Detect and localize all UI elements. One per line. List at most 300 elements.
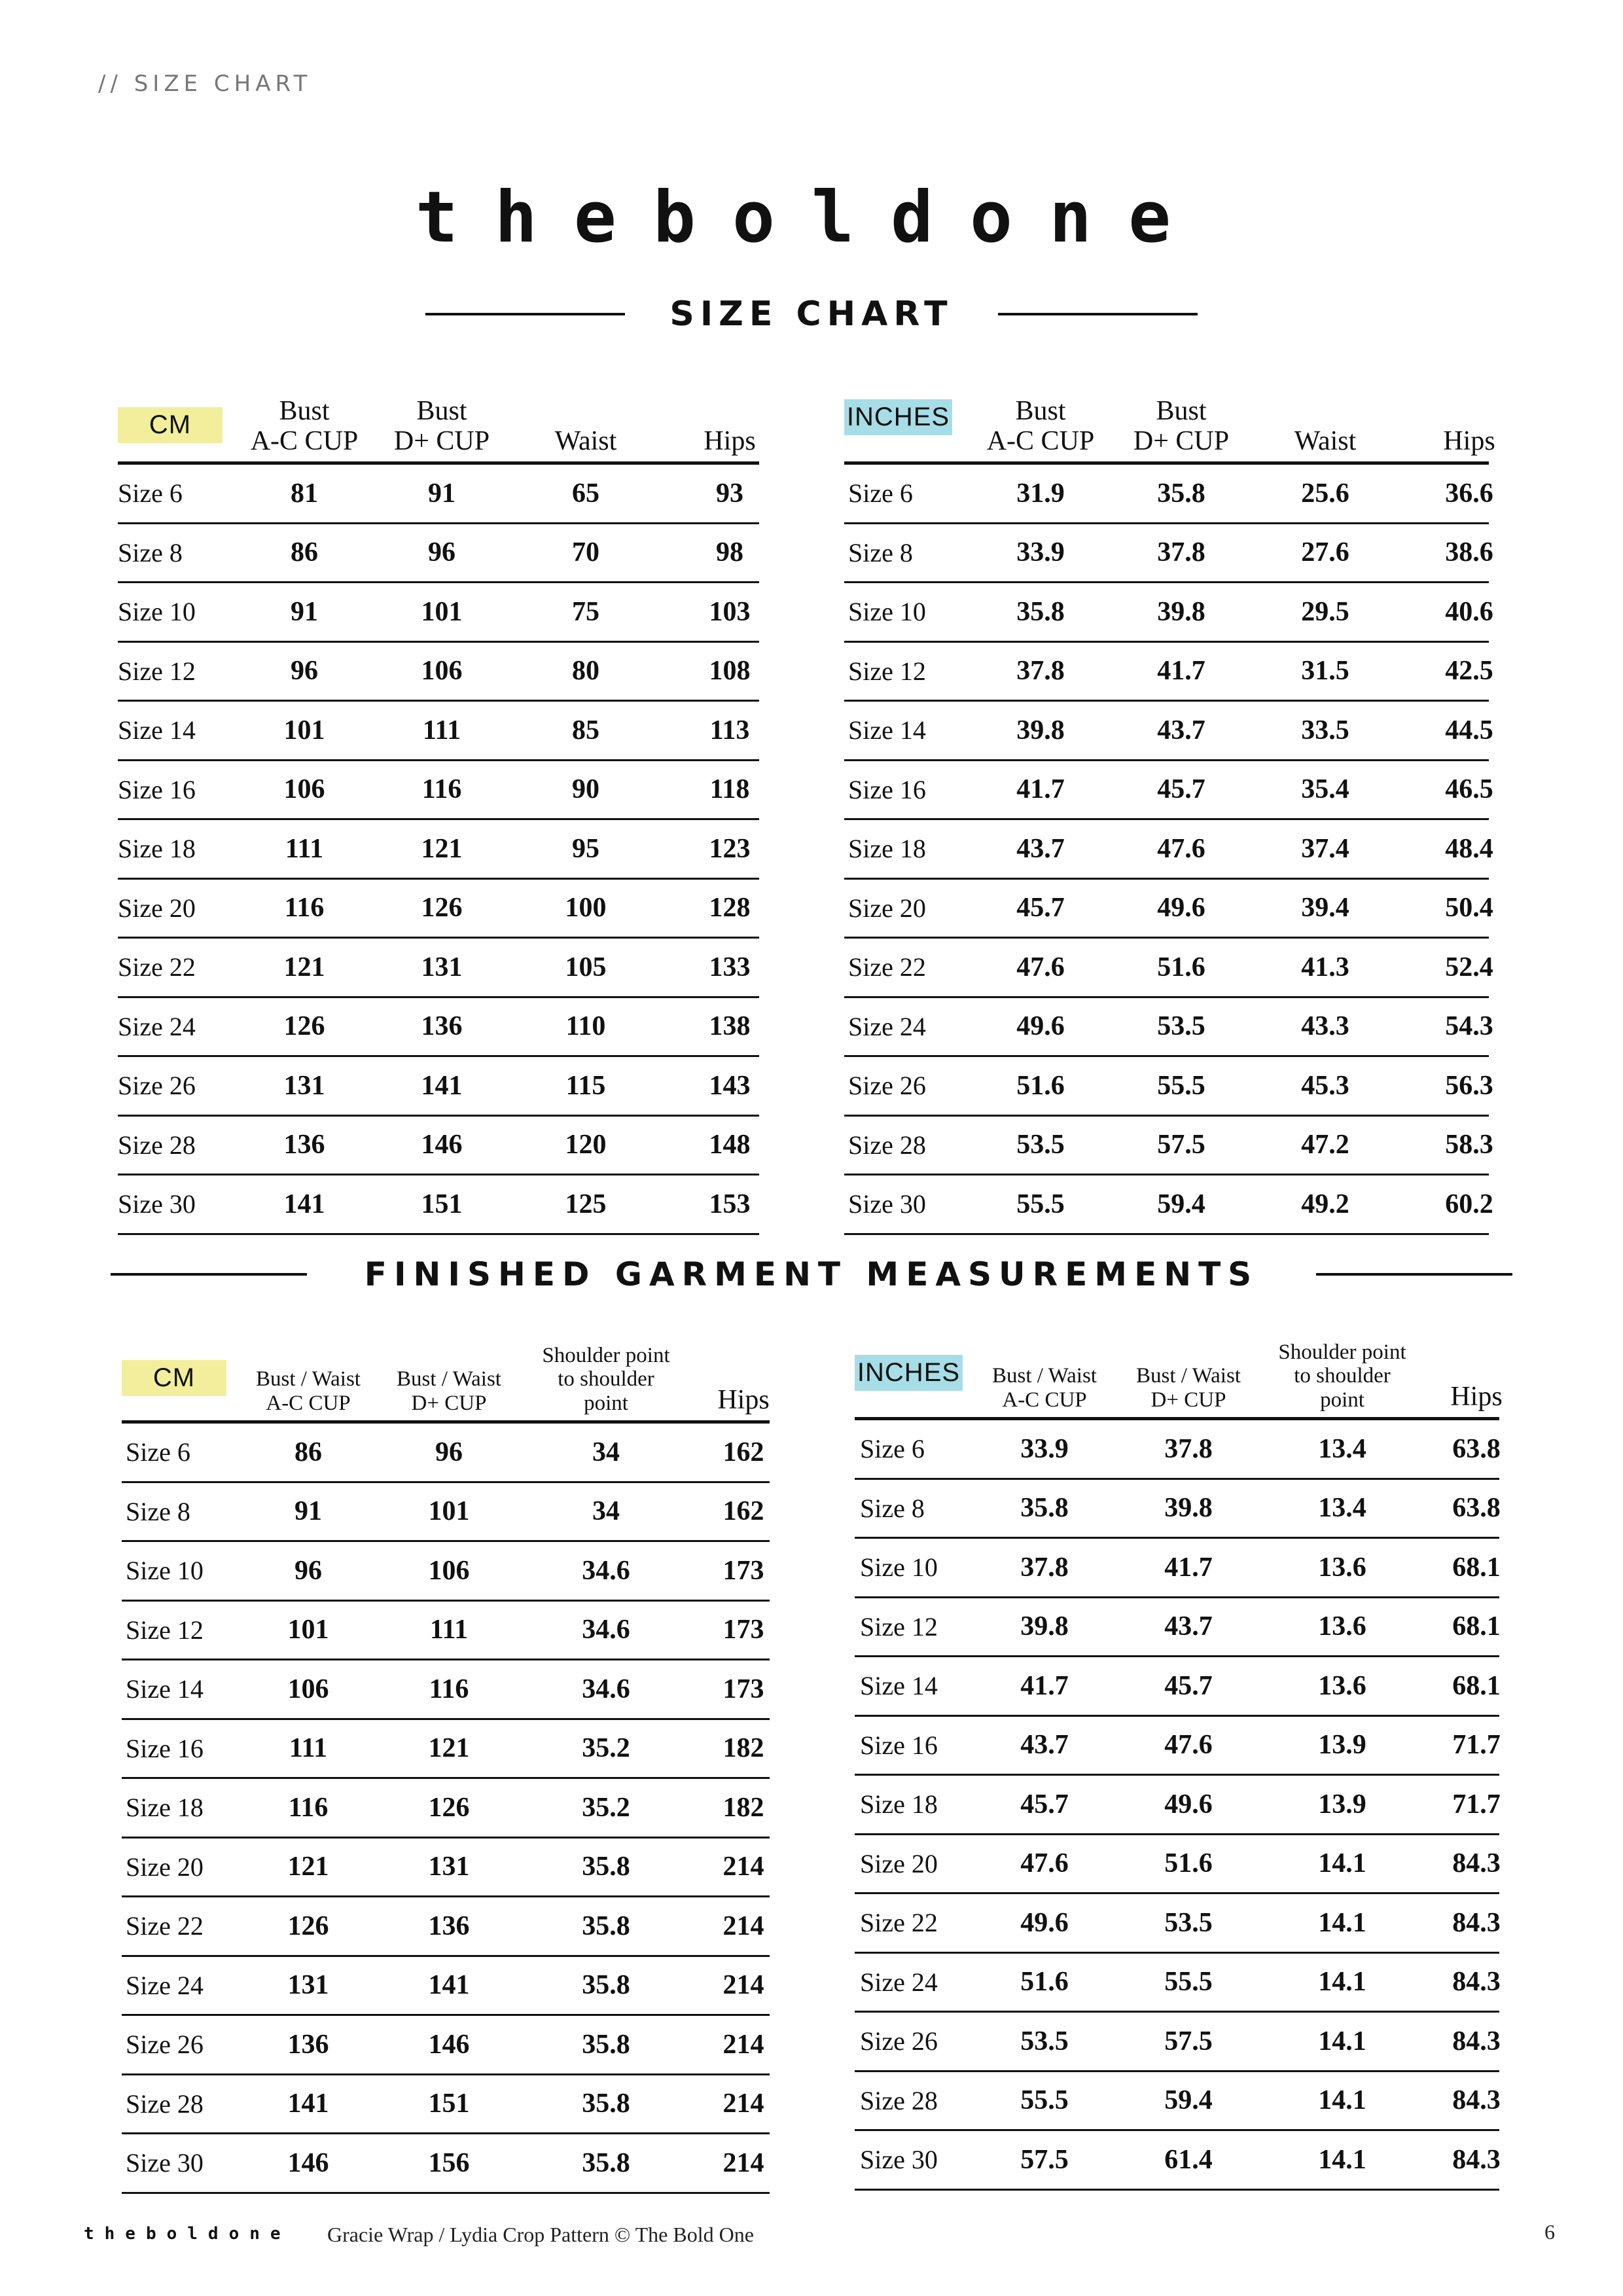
footer-credit: Gracie Wrap / Lydia Crop Pattern © The Bold One [327, 2223, 754, 2246]
measurement-value: 131 [283, 1070, 325, 1101]
finished-garment-inches-table [855, 1340, 1503, 2191]
measurement-value: 121 [287, 1852, 329, 1882]
measurement-value: 101 [287, 1615, 329, 1645]
table-row [118, 998, 759, 1058]
measurement-value: 31.5 [1301, 656, 1349, 687]
size-label: Size 20 [848, 893, 926, 923]
measurement-value: 125 [565, 1189, 607, 1219]
measurement-value: 162 [722, 1437, 764, 1467]
measurement-value: 13.4 [1318, 1493, 1366, 1524]
measurement-value: 214 [722, 1910, 764, 1941]
measurement-value: 63.8 [1452, 1493, 1501, 1524]
measurement-value: 27.6 [1301, 537, 1349, 568]
measurement-value: 146 [421, 1130, 463, 1160]
table-row [844, 1175, 1493, 1235]
measurement-value: 14.1 [1318, 2085, 1366, 2116]
size-label: Size 12 [118, 656, 196, 686]
table-row [855, 1598, 1499, 1658]
size-label: Size 8 [860, 1493, 925, 1523]
measurement-value: 115 [565, 1070, 606, 1101]
unit-badge: INCHES [855, 1355, 963, 1391]
measurement-value: 116 [429, 1674, 469, 1704]
size-label: Size 18 [126, 1793, 204, 1823]
measurement-value: 84.3 [1452, 1848, 1501, 1879]
size-label: Size 30 [848, 1189, 926, 1219]
heading-rule-right [998, 313, 1198, 315]
measurement-value: 55.5 [1157, 1070, 1205, 1101]
measurement-value: 48.4 [1445, 833, 1493, 864]
measurement-value: 96 [435, 1437, 463, 1467]
measurement-value: 126 [283, 1011, 325, 1042]
measurement-value: 54.3 [1445, 1011, 1493, 1042]
measurement-value: 35.8 [1157, 478, 1205, 509]
measurement-value: 51.6 [1020, 1967, 1069, 1998]
measurement-value: 182 [722, 1792, 764, 1823]
measurement-value: 111 [289, 1733, 328, 1764]
table-row [122, 1660, 770, 1720]
measurement-value: 33.9 [1020, 1433, 1069, 1464]
measurement-value: 50.4 [1445, 893, 1493, 924]
measurement-value: 34 [592, 1437, 620, 1467]
measurement-value: 35.8 [1020, 1493, 1069, 1524]
size-chart-inches-table [844, 393, 1495, 1235]
table-row [855, 2131, 1499, 2191]
size-label: Size 8 [848, 537, 913, 567]
size-label: Size 8 [118, 537, 183, 567]
measurement-value: 43.7 [1016, 833, 1065, 864]
measurement-value: 106 [428, 1555, 470, 1586]
measurement-value: 55.5 [1020, 2085, 1069, 2116]
measurement-value: 84.3 [1452, 1907, 1501, 1938]
measurement-value: 98 [716, 537, 743, 568]
table-header [844, 393, 1495, 465]
measurement-value: 105 [565, 952, 607, 982]
table-row [855, 1539, 1499, 1598]
measurement-value: 143 [709, 1070, 751, 1101]
measurement-value: 40.6 [1445, 596, 1493, 627]
unit-badge: CM [122, 1360, 226, 1396]
measurement-value: 49.6 [1016, 1011, 1065, 1042]
measurement-value: 110 [565, 1011, 606, 1042]
measurement-value: 131 [287, 1970, 329, 2001]
measurement-value: 123 [709, 833, 751, 864]
heading-rule-left [111, 1273, 307, 1276]
column-header: Shoulder point to shoulder point [542, 1344, 670, 1415]
column-header: Bust / Waist A-C CUP [256, 1367, 361, 1415]
measurement-value: 57.5 [1157, 1130, 1205, 1160]
measurement-value: 214 [722, 1852, 764, 1882]
table-row [122, 1839, 770, 1898]
size-label: Size 22 [848, 952, 926, 982]
measurement-value: 146 [428, 2029, 470, 2060]
measurement-value: 96 [428, 537, 455, 568]
table-row [855, 1776, 1499, 1835]
measurement-value: 214 [722, 2029, 764, 2060]
size-label: Size 20 [126, 1852, 204, 1882]
measurement-value: 14.1 [1318, 1907, 1366, 1938]
measurement-value: 182 [722, 1733, 764, 1764]
measurement-value: 35.8 [582, 2147, 630, 2178]
size-label: Size 6 [126, 1437, 190, 1467]
size-label: Size 30 [118, 1189, 196, 1219]
column-header: Bust D+ CUP [393, 395, 490, 456]
measurement-value: 71.7 [1452, 1789, 1501, 1820]
size-label: Size 16 [126, 1733, 204, 1763]
measurement-value: 84.3 [1452, 2085, 1501, 2116]
measurement-value: 53.5 [1016, 1130, 1065, 1160]
table-row [118, 880, 759, 939]
size-label: Size 10 [848, 597, 926, 627]
table-row [855, 1954, 1499, 2013]
measurement-value: 65 [572, 478, 599, 509]
measurement-value: 68.1 [1452, 1552, 1501, 1583]
measurement-value: 37.8 [1157, 537, 1205, 568]
size-label: Size 24 [848, 1011, 926, 1041]
size-label: Size 22 [126, 1911, 204, 1941]
measurement-value: 35.8 [582, 1852, 630, 1882]
measurement-value: 80 [572, 656, 599, 687]
finished-garment-cm-table [122, 1342, 770, 2194]
table-row [855, 1657, 1499, 1717]
column-header: Bust A-C CUP [986, 395, 1095, 456]
measurement-value: 131 [428, 1852, 470, 1882]
size-label: Size 10 [126, 1556, 204, 1586]
measurement-value: 42.5 [1445, 656, 1493, 687]
measurement-value: 90 [572, 774, 599, 805]
table-row [118, 1117, 759, 1176]
measurement-value: 35.8 [582, 2029, 630, 2060]
size-label: Size 18 [118, 834, 196, 864]
measurement-value: 214 [722, 2089, 764, 2119]
measurement-value: 53.5 [1157, 1011, 1205, 1042]
size-label: Size 14 [118, 715, 196, 745]
measurement-value: 141 [287, 2089, 329, 2119]
measurement-value: 81 [291, 478, 318, 509]
measurement-value: 35.8 [582, 2089, 630, 2119]
size-label: Size 22 [118, 952, 196, 982]
measurement-value: 39.8 [1164, 1493, 1213, 1524]
size-label: Size 14 [860, 1671, 938, 1701]
measurement-value: 29.5 [1301, 596, 1349, 627]
measurement-value: 13.9 [1318, 1730, 1366, 1761]
measurement-value: 45.7 [1020, 1789, 1069, 1820]
measurement-value: 141 [428, 1970, 470, 2001]
measurement-value: 85 [572, 715, 599, 745]
measurement-value: 101 [283, 715, 325, 745]
finished-garment-heading [0, 1251, 1623, 1297]
measurement-value: 51.6 [1016, 1070, 1065, 1101]
measurement-value: 61.4 [1164, 2144, 1213, 2175]
measurement-value: 141 [283, 1189, 325, 1219]
measurement-value: 38.6 [1445, 537, 1493, 568]
table-row [855, 1480, 1499, 1539]
measurement-value: 118 [709, 774, 750, 805]
measurement-value: 13.9 [1318, 1789, 1366, 1820]
measurement-value: 136 [428, 1910, 470, 1941]
size-label: Size 6 [860, 1434, 925, 1464]
measurement-value: 111 [429, 1615, 469, 1645]
table-row [844, 643, 1493, 702]
measurement-value: 41.7 [1016, 774, 1065, 805]
size-label: Size 10 [118, 597, 196, 627]
measurement-value: 44.5 [1445, 715, 1493, 745]
measurement-value: 51.6 [1157, 952, 1205, 982]
measurement-value: 214 [722, 1970, 764, 2001]
size-label: Size 28 [118, 1130, 196, 1160]
table-row [855, 1835, 1499, 1895]
table-row [844, 1117, 1493, 1176]
measurement-value: 121 [283, 952, 325, 982]
table-row [122, 1957, 770, 2017]
size-chart-title: SIZE CHART [669, 295, 954, 334]
size-label: Size 6 [848, 478, 913, 509]
page-tag: // SIZE CHART [98, 71, 312, 97]
measurement-value: 56.3 [1445, 1070, 1493, 1101]
table-row [855, 1894, 1499, 1954]
measurement-value: 39.4 [1301, 893, 1349, 924]
measurement-value: 34 [592, 1496, 620, 1527]
measurement-value: 51.6 [1164, 1848, 1213, 1879]
measurement-value: 47.6 [1016, 952, 1065, 982]
measurement-value: 35.8 [582, 1910, 630, 1941]
table-row [122, 2075, 770, 2135]
measurement-value: 128 [709, 893, 751, 924]
table-row [122, 1483, 770, 1543]
size-label: Size 18 [860, 1789, 938, 1820]
table-row [122, 1779, 770, 1839]
measurement-value: 121 [428, 1733, 470, 1764]
measurement-value: 86 [294, 1437, 322, 1467]
column-header: Bust D+ CUP [1133, 395, 1230, 456]
column-header: Bust / Waist A-C CUP [992, 1364, 1097, 1412]
measurement-value: 41.7 [1157, 656, 1205, 687]
measurement-value: 45.7 [1016, 893, 1065, 924]
measurement-value: 126 [287, 1910, 329, 1941]
measurement-value: 156 [428, 2147, 470, 2178]
measurement-value: 53.5 [1164, 1907, 1213, 1938]
column-header: Waist [1294, 425, 1357, 456]
measurement-value: 35.8 [1016, 596, 1065, 627]
measurement-value: 45.3 [1301, 1070, 1349, 1101]
measurement-value: 153 [709, 1189, 751, 1219]
size-label: Size 26 [126, 2030, 204, 2060]
measurement-value: 84.3 [1452, 2026, 1501, 2056]
measurement-value: 55.5 [1016, 1189, 1065, 1219]
measurement-value: 91 [294, 1496, 322, 1527]
measurement-value: 173 [722, 1615, 764, 1645]
size-label: Size 22 [860, 1908, 938, 1938]
measurement-value: 113 [709, 715, 750, 745]
size-label: Size 20 [118, 893, 196, 923]
measurement-value: 101 [428, 1496, 470, 1527]
measurement-value: 59.4 [1157, 1189, 1205, 1219]
measurement-value: 25.6 [1301, 478, 1349, 509]
table-header [122, 1342, 770, 1424]
size-label: Size 16 [848, 774, 926, 804]
measurement-value: 52.4 [1445, 952, 1493, 982]
measurement-value: 138 [709, 1011, 751, 1042]
measurement-value: 43.3 [1301, 1011, 1349, 1042]
table-header [118, 393, 759, 465]
measurement-value: 39.8 [1020, 1611, 1069, 1642]
column-header: Hips [717, 1384, 770, 1415]
measurement-value: 47.6 [1020, 1848, 1069, 1879]
measurement-value: 100 [565, 893, 607, 924]
size-label: Size 12 [126, 1615, 204, 1645]
measurement-value: 151 [428, 2089, 470, 2119]
measurement-value: 84.3 [1452, 2144, 1501, 2175]
table-row [118, 702, 759, 761]
table-row [122, 1720, 770, 1780]
measurement-value: 68.1 [1452, 1670, 1501, 1701]
measurement-value: 34.6 [582, 1674, 630, 1704]
brand-logo: theboldone [415, 177, 1208, 259]
measurement-value: 162 [722, 1496, 764, 1527]
measurement-value: 13.4 [1318, 1433, 1366, 1464]
table-row [122, 1542, 770, 1602]
size-label: Size 16 [860, 1730, 938, 1760]
table-row [855, 2072, 1499, 2132]
column-header: Waist [554, 425, 617, 456]
column-header: Bust / Waist D+ CUP [397, 1367, 501, 1415]
measurement-value: 91 [291, 596, 318, 627]
table-row [844, 939, 1493, 998]
measurement-value: 35.8 [582, 1970, 630, 2001]
table-row [844, 880, 1493, 939]
size-chart-cm-table [118, 393, 759, 1235]
measurement-value: 173 [722, 1555, 764, 1586]
column-header: Hips [1450, 1381, 1503, 1412]
measurement-value: 60.2 [1445, 1189, 1493, 1219]
measurement-value: 126 [421, 893, 463, 924]
measurement-value: 95 [572, 833, 599, 864]
measurement-value: 34.6 [582, 1615, 630, 1645]
table-row [844, 524, 1493, 584]
measurement-value: 116 [421, 774, 462, 805]
table-row [118, 1175, 759, 1235]
size-label: Size 12 [860, 1611, 938, 1641]
measurement-value: 120 [565, 1130, 607, 1160]
size-label: Size 26 [118, 1071, 196, 1101]
measurement-value: 106 [287, 1674, 329, 1704]
table-row [118, 761, 759, 821]
heading-rule-right [1316, 1273, 1512, 1276]
measurement-value: 47.6 [1164, 1730, 1213, 1761]
column-header: Bust A-C CUP [250, 395, 359, 456]
measurement-value: 41.7 [1164, 1552, 1213, 1583]
column-header: Shoulder point to shoulder point [1278, 1340, 1406, 1412]
unit-badge: INCHES [844, 399, 952, 435]
table-row [844, 702, 1493, 761]
measurement-value: 111 [422, 715, 461, 745]
size-label: Size 8 [126, 1496, 190, 1526]
column-header: Hips [1443, 425, 1495, 456]
column-header: Bust / Waist D+ CUP [1136, 1364, 1241, 1412]
measurement-value: 106 [421, 656, 463, 687]
measurement-value: 93 [716, 478, 743, 509]
measurement-value: 45.7 [1164, 1670, 1213, 1701]
measurement-value: 46.5 [1445, 774, 1493, 805]
measurement-value: 49.2 [1301, 1189, 1349, 1219]
measurement-value: 96 [294, 1555, 322, 1586]
measurement-value: 47.6 [1157, 833, 1205, 864]
measurement-value: 148 [709, 1130, 751, 1160]
table-row [118, 643, 759, 702]
measurement-value: 84.3 [1452, 1967, 1501, 1998]
measurement-value: 214 [722, 2147, 764, 2178]
size-label: Size 6 [118, 478, 183, 509]
measurement-value: 13.6 [1318, 1670, 1366, 1701]
measurement-value: 14.1 [1318, 2026, 1366, 2056]
measurement-value: 63.8 [1452, 1433, 1501, 1464]
measurement-value: 141 [421, 1070, 463, 1101]
table-row [118, 583, 759, 643]
measurement-value: 136 [287, 2029, 329, 2060]
table-row [844, 761, 1493, 821]
size-label: Size 18 [848, 834, 926, 864]
measurement-value: 37.8 [1020, 1552, 1069, 1583]
measurement-value: 35.4 [1301, 774, 1349, 805]
table-row [122, 1602, 770, 1661]
size-label: Size 24 [118, 1011, 196, 1041]
measurement-value: 47.2 [1301, 1130, 1349, 1160]
size-label: Size 24 [126, 1970, 204, 2000]
measurement-value: 43.7 [1164, 1611, 1213, 1642]
table-row [118, 1057, 759, 1117]
page-number: 6 [1544, 2220, 1555, 2244]
table-row [844, 583, 1493, 643]
measurement-value: 43.7 [1020, 1730, 1069, 1761]
table-row [844, 1057, 1493, 1117]
measurement-value: 37.8 [1164, 1433, 1213, 1464]
size-label: Size 10 [860, 1552, 938, 1583]
size-label: Size 16 [118, 774, 196, 804]
measurement-value: 86 [291, 537, 318, 568]
measurement-value: 136 [283, 1130, 325, 1160]
measurement-value: 55.5 [1164, 1967, 1213, 1998]
column-header: Hips [704, 425, 756, 456]
table-row [122, 1897, 770, 1957]
measurement-value: 71.7 [1452, 1730, 1501, 1761]
measurement-value: 37.8 [1016, 656, 1065, 687]
measurement-value: 126 [428, 1792, 470, 1823]
measurement-value: 101 [421, 596, 463, 627]
finished-garment-title: FINISHED GARMENT MEASUREMENTS [364, 1255, 1259, 1293]
size-label: Size 28 [126, 2089, 204, 2119]
table-row [844, 820, 1493, 880]
measurement-value: 146 [287, 2147, 329, 2178]
measurement-value: 39.8 [1157, 596, 1205, 627]
size-label: Size 26 [860, 2026, 938, 2056]
table-row [118, 465, 759, 524]
measurement-value: 36.6 [1445, 478, 1493, 509]
measurement-value: 116 [284, 893, 325, 924]
measurement-value: 35.2 [582, 1792, 630, 1823]
measurement-value: 121 [421, 833, 463, 864]
measurement-value: 91 [428, 478, 455, 509]
measurement-value: 14.1 [1318, 1848, 1366, 1879]
measurement-value: 111 [285, 833, 324, 864]
measurement-value: 68.1 [1452, 1611, 1501, 1642]
measurement-value: 116 [288, 1792, 329, 1823]
measurement-value: 53.5 [1020, 2026, 1069, 2056]
measurement-value: 70 [572, 537, 599, 568]
measurement-value: 108 [709, 656, 751, 687]
measurement-value: 133 [709, 952, 751, 982]
measurement-value: 33.9 [1016, 537, 1065, 568]
size-label: Size 14 [848, 715, 926, 745]
measurement-value: 14.1 [1318, 1967, 1366, 1998]
